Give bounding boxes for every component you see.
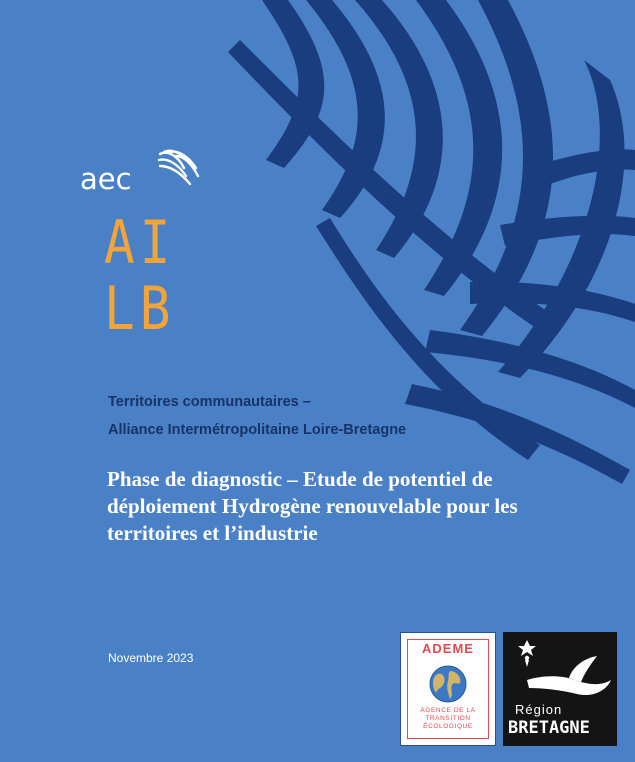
region-name: BRETAGNE [508, 718, 590, 738]
ademe-subtitle-line2: TRANSITION [425, 715, 471, 722]
ailb-logo-line1: AI [104, 208, 176, 278]
organization-block [108, 388, 406, 444]
ademe-subtitle [401, 707, 495, 731]
ademe-subtitle-line3: ÉCOLOGIQUE [423, 723, 473, 730]
organization-line2: Alliance Intermétropolitaine Loire-Bretagne [108, 422, 407, 438]
aec-swirl-icon [156, 148, 202, 190]
ermine-bird-icon [509, 636, 613, 700]
ailb-logo [104, 210, 188, 342]
ademe-subtitle-line1: AGENCE DE LA [420, 707, 476, 714]
aec-wordmark: aec [80, 162, 132, 196]
aec-logo [80, 148, 205, 198]
region-bretagne-logo [503, 632, 617, 746]
ademe-name: ADEME [422, 641, 474, 656]
report-title: Phase de diagnostic – Etude de potentiel de déploiement Hydrogène renouvelable pour les territoires et l’industrie [107, 467, 518, 545]
region-word: Région [515, 702, 563, 717]
organization-line1: Territoires communautaires – [108, 394, 311, 410]
globe-icon [424, 663, 472, 705]
ailb-logo-line2: LB [104, 274, 176, 344]
publication-date: Novembre 2023 [108, 651, 194, 665]
ademe-logo [400, 632, 496, 746]
